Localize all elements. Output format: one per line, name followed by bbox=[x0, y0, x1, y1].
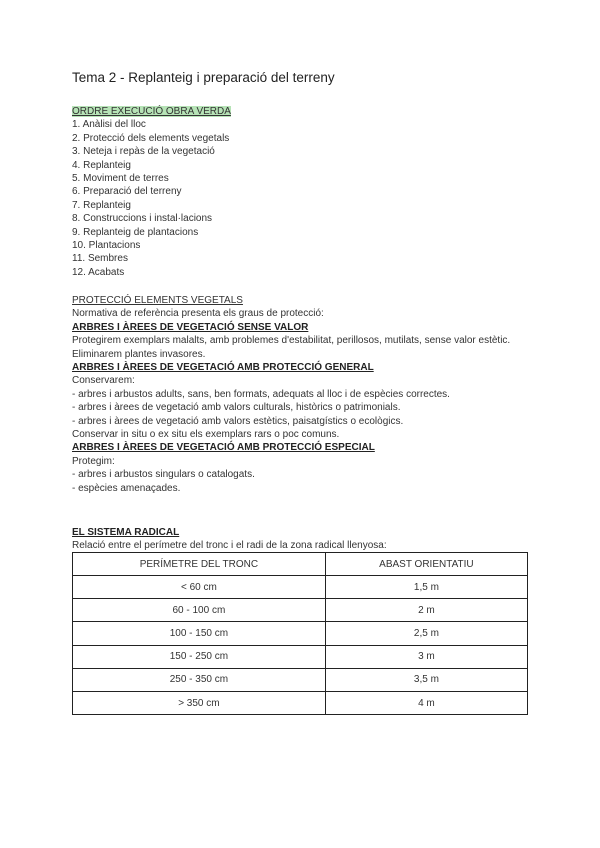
table-cell: 250 - 350 cm bbox=[73, 668, 326, 691]
especial-line: - espècies amenaçades. bbox=[72, 482, 181, 494]
table-cell: < 60 cm bbox=[73, 576, 326, 599]
proteccio-section bbox=[72, 294, 528, 495]
table-header-row bbox=[73, 553, 528, 576]
list-item: 3. Neteja i repàs de la vegetació bbox=[72, 146, 215, 158]
general-line: - arbres i àrees de vegetació amb valors culturals, històrics o patrimonials. bbox=[72, 402, 401, 414]
column-header: ABAST ORIENTATIU bbox=[325, 553, 527, 576]
especial-line: Protegim: bbox=[72, 455, 115, 467]
table-row bbox=[73, 599, 528, 622]
list-item: 8. Construccions i instal·lacions bbox=[72, 213, 213, 225]
especial-line: - arbres i arbustos singulars o catalogats. bbox=[72, 469, 255, 481]
list-item: 4. Replanteig bbox=[72, 159, 131, 171]
table-cell: > 350 cm bbox=[73, 691, 326, 714]
list-item: 5. Moviment de terres bbox=[72, 173, 169, 185]
table-row bbox=[73, 668, 528, 691]
table-row bbox=[73, 691, 528, 714]
table-row bbox=[73, 576, 528, 599]
table-cell: 100 - 150 cm bbox=[73, 622, 326, 645]
table-row bbox=[73, 645, 528, 668]
proteccio-intro: Normativa de referència presenta els graus de protecció: bbox=[72, 308, 324, 320]
proteccio-heading: PROTECCIÓ ELEMENTS VEGETALS bbox=[72, 295, 243, 306]
table-cell: 3 m bbox=[325, 645, 527, 668]
table-cell: 4 m bbox=[325, 691, 527, 714]
radical-intro: Relació entre el perímetre del tronc i el radi de la zona radical llenyosa: bbox=[72, 540, 387, 552]
list-item: 10. Plantacions bbox=[72, 240, 141, 252]
table-cell: 1,5 m bbox=[325, 576, 527, 599]
radical-heading: EL SISTEMA RADICAL bbox=[72, 527, 180, 538]
radical-section bbox=[72, 526, 387, 553]
table-cell: 2,5 m bbox=[325, 622, 527, 645]
especial-heading: ARBRES I ÀREES DE VEGETACIÓ AMB PROTECCIÓ ESPECIAL bbox=[72, 442, 375, 454]
general-line: Conservar in situ o ex situ els exemplars rars o poc comuns. bbox=[72, 429, 340, 441]
ordre-heading: ORDRE EXECUCIÓ OBRA VERDA bbox=[72, 106, 231, 117]
general-line: - arbres i àrees de vegetació amb valors estètics, paisatgístics o ecològics. bbox=[72, 415, 404, 427]
general-heading: ARBRES I ÀREES DE VEGETACIÓ AMB PROTECCIÓ GENERAL bbox=[72, 362, 374, 374]
list-item: 2. Protecció dels elements vegetals bbox=[72, 132, 230, 144]
list-item: 11. Sembres bbox=[72, 253, 128, 265]
table-cell: 150 - 250 cm bbox=[73, 645, 326, 668]
sense-valor-heading: ARBRES I ÀREES DE VEGETACIÓ SENSE VALOR bbox=[72, 321, 309, 333]
general-line: - arbres i arbustos adults, sans, ben formats, adequats al lloc i de espècies correctes. bbox=[72, 388, 450, 400]
list-item: 9. Replanteig de plantacions bbox=[72, 226, 199, 238]
table-row bbox=[73, 622, 528, 645]
page-title: Tema 2 - Replanteig i preparació del terreny bbox=[72, 70, 335, 85]
table-cell: 2 m bbox=[325, 599, 527, 622]
table-cell: 3,5 m bbox=[325, 668, 527, 691]
column-header: PERÍMETRE DEL TRONC bbox=[73, 553, 326, 576]
list-item: 12. Acabats bbox=[72, 266, 125, 278]
table-cell: 60 - 100 cm bbox=[73, 599, 326, 622]
general-line: Conservarem: bbox=[72, 375, 135, 387]
sense-valor-text-2: Eliminarem plantes invasores. bbox=[72, 348, 206, 360]
ordre-section bbox=[72, 105, 231, 279]
list-item: 7. Replanteig bbox=[72, 199, 131, 211]
sense-valor-text: Protegirem exemplars malalts, amb problemes d'estabilitat, perillosos, mutilats, sense valor estètic. bbox=[72, 335, 511, 347]
radical-table bbox=[72, 552, 528, 715]
list-item: 1. Anàlisi del lloc bbox=[72, 119, 146, 131]
list-item: 6. Preparació del terreny bbox=[72, 186, 182, 198]
